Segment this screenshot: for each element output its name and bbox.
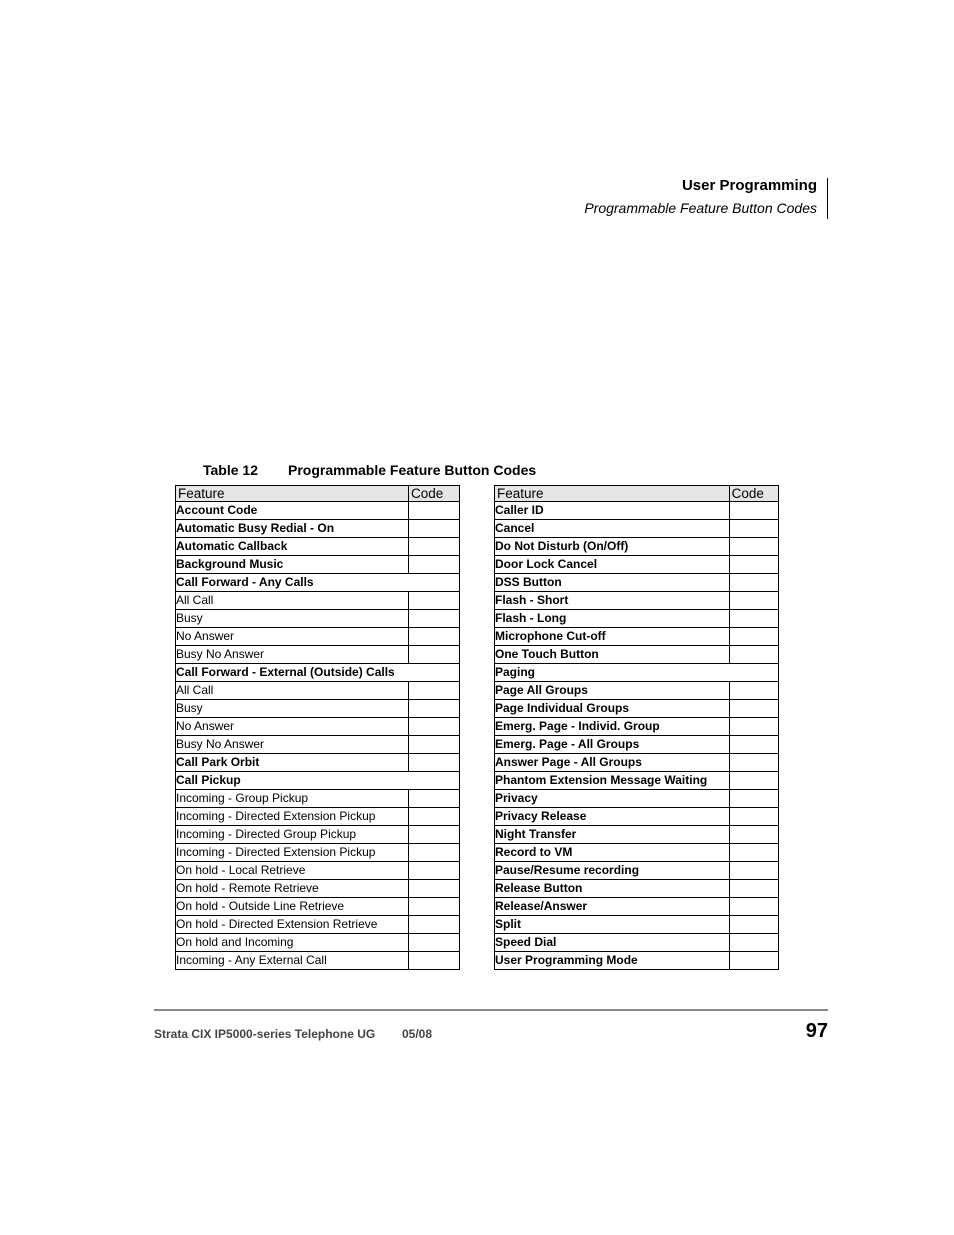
code-cell[interactable] [729,574,778,592]
feature-cell: Emerg. Page - Individ. Group [495,718,730,736]
feature-cell: Paging [495,664,779,682]
table-row [176,520,460,538]
code-cell[interactable] [409,736,460,754]
table-row [495,772,779,790]
feature-cell: On hold - Local Retrieve [176,862,409,880]
feature-cell: Release Button [495,880,730,898]
code-cell[interactable] [409,520,460,538]
code-cell[interactable] [409,844,460,862]
table-row [495,646,779,664]
footer-rule [154,1009,828,1011]
code-cell[interactable] [729,556,778,574]
code-cell[interactable] [409,538,460,556]
table-row [176,844,460,862]
table-row [176,682,460,700]
code-cell[interactable] [409,700,460,718]
code-cell[interactable] [409,862,460,880]
table-row [176,916,460,934]
table-header-row [495,486,779,502]
code-cell[interactable] [729,646,778,664]
table-row [176,808,460,826]
code-cell[interactable] [409,592,460,610]
feature-cell: On hold - Outside Line Retrieve [176,898,409,916]
column-header-code: Code [409,486,460,502]
table-row [176,826,460,844]
table-row [176,772,460,790]
table-row [495,826,779,844]
feature-cell: Call Pickup [176,772,460,790]
table-row [176,862,460,880]
column-header-feature: Feature [495,486,730,502]
code-cell[interactable] [409,754,460,772]
table-row [495,754,779,772]
table-row [176,718,460,736]
code-cell[interactable] [729,736,778,754]
code-cell[interactable] [729,826,778,844]
feature-cell: Flash - Short [495,592,730,610]
code-cell[interactable] [409,826,460,844]
table-row [495,898,779,916]
table-row [495,844,779,862]
code-cell[interactable] [729,916,778,934]
table-row [176,700,460,718]
feature-cell: All Call [176,682,409,700]
table-row [176,610,460,628]
feature-cell: No Answer [176,718,409,736]
feature-cell: On hold - Directed Extension Retrieve [176,916,409,934]
feature-cell: Answer Page - All Groups [495,754,730,772]
table-row [495,682,779,700]
table-row [176,592,460,610]
code-cell[interactable] [409,916,460,934]
table-row [176,790,460,808]
feature-cell: Busy No Answer [176,646,409,664]
table-row [176,556,460,574]
feature-cell: No Answer [176,628,409,646]
table-row [495,664,779,682]
feature-cell: Split [495,916,730,934]
feature-cell: Incoming - Directed Group Pickup [176,826,409,844]
table-row [495,610,779,628]
feature-cell: User Programming Mode [495,952,730,970]
table-row [495,520,779,538]
table-row [176,952,460,970]
feature-cell: Caller ID [495,502,730,520]
page-number: 97 [805,1020,828,1042]
table-row [495,556,779,574]
table-row [495,574,779,592]
code-cell[interactable] [729,880,778,898]
code-cell[interactable] [409,880,460,898]
feature-cell: Incoming - Directed Extension Pickup [176,808,409,826]
table-row [495,916,779,934]
feature-cell: Do Not Disturb (On/Off) [495,538,730,556]
code-cell[interactable] [409,718,460,736]
running-header-subtitle: Programmable Feature Button Codes [584,200,817,216]
table-caption-title: Programmable Feature Button Codes [288,462,537,478]
code-cell[interactable] [409,682,460,700]
table-row [176,898,460,916]
table-row [176,754,460,772]
feature-cell: One Touch Button [495,646,730,664]
feature-cell: Incoming - Group Pickup [176,790,409,808]
code-cell[interactable] [729,844,778,862]
table-row [176,574,460,592]
feature-cell: Call Forward - External (Outside) Calls [176,664,460,682]
table-row [176,646,460,664]
feature-cell: Busy [176,610,409,628]
feature-cell: DSS Button [495,574,730,592]
feature-cell: Release/Answer [495,898,730,916]
table-row [495,808,779,826]
table-row [176,538,460,556]
feature-cell: Flash - Long [495,610,730,628]
code-cell[interactable] [729,808,778,826]
code-cell[interactable] [409,790,460,808]
code-cell[interactable] [409,808,460,826]
code-cell[interactable] [729,934,778,952]
code-cell[interactable] [409,628,460,646]
table-row [176,934,460,952]
code-cell[interactable] [729,520,778,538]
feature-cell: Busy [176,700,409,718]
feature-cell: On hold and Incoming [176,934,409,952]
feature-cell: Busy No Answer [176,736,409,754]
feature-cell: Cancel [495,520,730,538]
code-cell[interactable] [729,502,778,520]
header-vertical-rule [827,178,828,219]
feature-cell: Emerg. Page - All Groups [495,736,730,754]
code-cell[interactable] [409,556,460,574]
code-cell[interactable] [729,610,778,628]
code-cell[interactable] [729,718,778,736]
table-row [495,592,779,610]
code-cell[interactable] [729,592,778,610]
code-cell[interactable] [729,898,778,916]
table-header-row [176,486,460,502]
feature-cell: Speed Dial [495,934,730,952]
feature-cell: Page Individual Groups [495,700,730,718]
code-cell[interactable] [729,772,778,790]
table-row [495,880,779,898]
feature-cell: Incoming - Directed Extension Pickup [176,844,409,862]
table-row [176,628,460,646]
code-cell[interactable] [729,754,778,772]
feature-cell: On hold - Remote Retrieve [176,880,409,898]
feature-cell: Call Park Orbit [176,754,409,772]
table-row [495,862,779,880]
feature-cell: Call Forward - Any Calls [176,574,460,592]
table-row [495,538,779,556]
feature-cell: All Call [176,592,409,610]
code-cell[interactable] [409,646,460,664]
feature-cell: Record to VM [495,844,730,862]
footer-doc-title: Strata CIX IP5000-series Telephone UG [154,1027,376,1041]
code-cell[interactable] [409,898,460,916]
code-cell[interactable] [409,934,460,952]
feature-cell: Pause/Resume recording [495,862,730,880]
code-cell[interactable] [729,628,778,646]
column-header-feature: Feature [176,486,409,502]
code-cell[interactable] [729,682,778,700]
code-cell[interactable] [409,502,460,520]
table-row [176,736,460,754]
code-cell[interactable] [729,862,778,880]
feature-cell: Night Transfer [495,826,730,844]
table-row [495,934,779,952]
footer-date: 05/08 [402,1027,433,1041]
feature-cell: Door Lock Cancel [495,556,730,574]
code-cell[interactable] [409,952,460,970]
table-row [495,700,779,718]
table-row [495,628,779,646]
feature-cell: Incoming - Any External Call [176,952,409,970]
feature-cell: Privacy Release [495,808,730,826]
table-row [176,880,460,898]
table-row [176,664,460,682]
feature-cell: Automatic Callback [176,538,409,556]
code-cell[interactable] [409,610,460,628]
running-header-title: User Programming [681,177,817,194]
code-cell[interactable] [729,790,778,808]
code-cell[interactable] [729,952,778,970]
code-cell[interactable] [729,538,778,556]
column-header-code: Code [729,486,778,502]
table-row [495,790,779,808]
table-row [176,502,460,520]
feature-cell: Automatic Busy Redial - On [176,520,409,538]
table-row [495,502,779,520]
feature-cell: Page All Groups [495,682,730,700]
code-cell[interactable] [729,700,778,718]
table-row [495,718,779,736]
feature-cell: Phantom Extension Message Waiting [495,772,730,790]
feature-cell: Account Code [176,502,409,520]
feature-cell: Microphone Cut-off [495,628,730,646]
table-row [495,736,779,754]
feature-code-table-left [175,485,460,970]
feature-code-table-right [494,485,779,970]
table-row [495,952,779,970]
table-caption-number: Table 12 [203,462,258,478]
feature-cell: Background Music [176,556,409,574]
feature-cell: Privacy [495,790,730,808]
